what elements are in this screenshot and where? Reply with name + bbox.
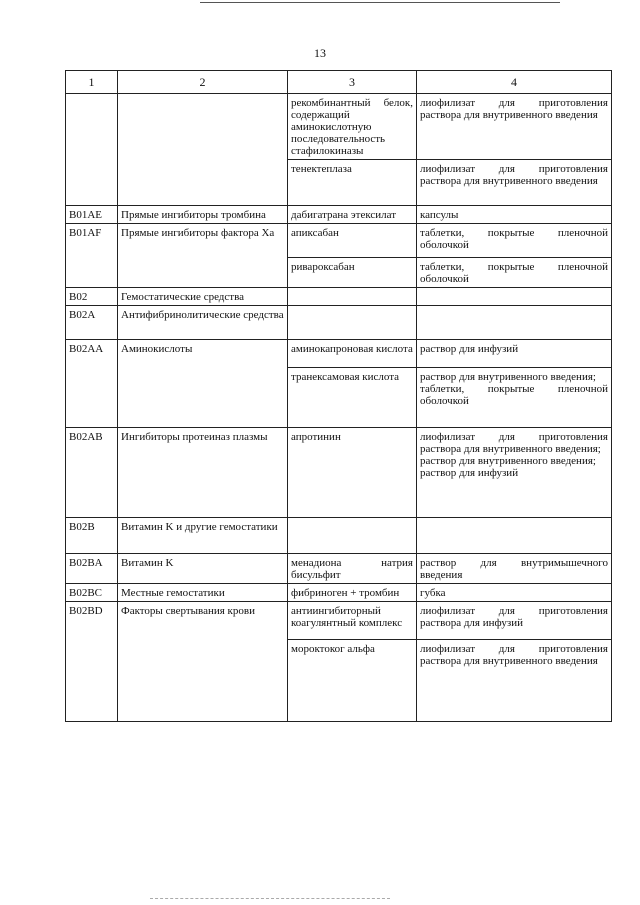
dosage-form-cell: таблетки, покрытые пленочной оболочкой bbox=[417, 224, 612, 258]
group-name-cell: Факторы свертывания крови bbox=[118, 602, 288, 722]
bottom-rule bbox=[150, 898, 390, 899]
table-row bbox=[66, 518, 612, 554]
atc-code-cell: B02B bbox=[66, 518, 118, 554]
group-name-cell: Прямые ингибиторы фактора Xa bbox=[118, 224, 288, 288]
dosage-form-cell: лиофилизат для приготовления раствора для внутривенного введения bbox=[417, 94, 612, 160]
drug-name-cell: дабигатрана этексилат bbox=[288, 206, 417, 224]
dosage-form-cell bbox=[417, 288, 612, 306]
table-row bbox=[66, 94, 612, 160]
atc-code-cell: B02AA bbox=[66, 340, 118, 428]
drug-name-cell: транексамовая кислота bbox=[288, 368, 417, 428]
dosage-form-cell bbox=[417, 518, 612, 554]
drug-name-cell: антиингибиторный коагулянтный комплекс bbox=[288, 602, 417, 640]
table-row bbox=[66, 340, 612, 368]
table-row bbox=[66, 554, 612, 584]
group-name-cell bbox=[118, 94, 288, 206]
drug-name-cell: фибриноген + тромбин bbox=[288, 584, 417, 602]
drug-name-cell: мороктоког альфа bbox=[288, 640, 417, 722]
group-name-cell: Антифибринолитические средства bbox=[118, 306, 288, 340]
header-cell-2: 2 bbox=[118, 71, 288, 94]
table-row bbox=[66, 288, 612, 306]
atc-code-cell: B02 bbox=[66, 288, 118, 306]
dosage-form-cell: лиофилизат для приготовления раствора для инфузий bbox=[417, 602, 612, 640]
atc-code-cell: B01AF bbox=[66, 224, 118, 288]
dosage-form-cell: губка bbox=[417, 584, 612, 602]
group-name-cell: Витамин K и другие гемостатики bbox=[118, 518, 288, 554]
dosage-form-cell: раствор для инфузий bbox=[417, 340, 612, 368]
table-row bbox=[66, 584, 612, 602]
header-cell-3: 3 bbox=[288, 71, 417, 94]
table-row bbox=[66, 428, 612, 518]
dosage-form-cell: капсулы bbox=[417, 206, 612, 224]
group-name-cell: Аминокислоты bbox=[118, 340, 288, 428]
group-name-cell: Прямые ингибиторы тромбина bbox=[118, 206, 288, 224]
dosage-form-cell: раствор для внутримышечного введения bbox=[417, 554, 612, 584]
dosage-form-cell: таблетки, покрытые пленочной оболочкой bbox=[417, 258, 612, 288]
group-name-cell: Местные гемостатики bbox=[118, 584, 288, 602]
table-row bbox=[66, 602, 612, 640]
dosage-form-cell: лиофилизат для приготовления раствора для внутривенного введения bbox=[417, 160, 612, 206]
atc-code-cell: B02A bbox=[66, 306, 118, 340]
table-row bbox=[66, 206, 612, 224]
page-number: 13 bbox=[314, 46, 326, 60]
atc-code-cell: B02BC bbox=[66, 584, 118, 602]
atc-code-cell bbox=[66, 94, 118, 206]
dosage-form-cell: лиофилизат для приготовления раствора для внутривенного введения bbox=[417, 640, 612, 722]
drug-name-cell bbox=[288, 518, 417, 554]
atc-code-cell: B01AE bbox=[66, 206, 118, 224]
dosage-form-cell: раствор для внутривенного введения; таблетки, покрытые пленочной оболочкой bbox=[417, 368, 612, 428]
dosage-form-cell: лиофилизат для приготовления раствора для внутривенного введения; раствор для внутривенного введения; раствор для инфузий bbox=[417, 428, 612, 518]
table-row bbox=[66, 306, 612, 340]
drug-name-cell bbox=[288, 288, 417, 306]
drug-name-cell: рекомбинантный белок, содержащий аминокислотную последовательность стафилокиназы bbox=[288, 94, 417, 160]
atc-code-cell: B02AB bbox=[66, 428, 118, 518]
drug-name-cell: тенектеплаза bbox=[288, 160, 417, 206]
group-name-cell: Ингибиторы протеиназ плазмы bbox=[118, 428, 288, 518]
header-row bbox=[66, 71, 612, 94]
drug-name-cell: ривароксабан bbox=[288, 258, 417, 288]
drug-name-cell: менадиона натрия бисульфит bbox=[288, 554, 417, 584]
atc-code-cell: B02BD bbox=[66, 602, 118, 722]
drug-name-cell bbox=[288, 306, 417, 340]
drug-name-cell: апротинин bbox=[288, 428, 417, 518]
top-rule bbox=[200, 2, 560, 3]
drug-name-cell: аминокапроновая кислота bbox=[288, 340, 417, 368]
header-cell-1: 1 bbox=[66, 71, 118, 94]
drug-table bbox=[65, 70, 612, 722]
drug-name-cell: апиксабан bbox=[288, 224, 417, 258]
table-row bbox=[66, 224, 612, 258]
dosage-form-cell bbox=[417, 306, 612, 340]
group-name-cell: Витамин K bbox=[118, 554, 288, 584]
atc-code-cell: B02BA bbox=[66, 554, 118, 584]
header-cell-4: 4 bbox=[417, 71, 612, 94]
group-name-cell: Гемостатические средства bbox=[118, 288, 288, 306]
